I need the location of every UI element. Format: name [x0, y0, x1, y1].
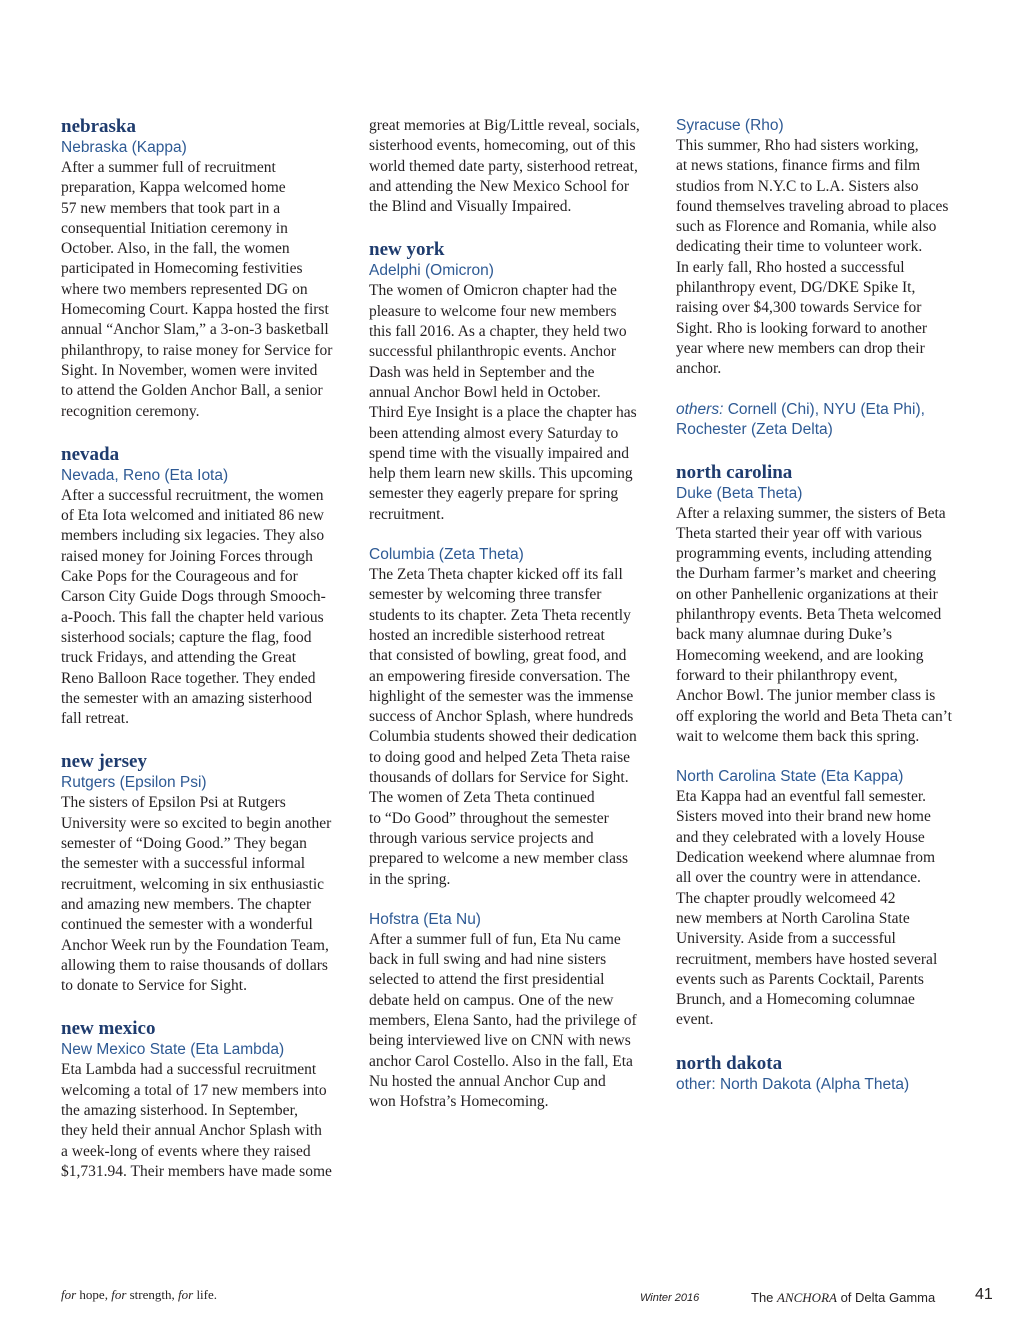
text-line: found themselves traveling abroad to places [676, 197, 949, 215]
text-line: studios from N.Y.C to L.A. Sisters also [676, 177, 919, 195]
others-label: others: [676, 400, 724, 418]
text-line: Sight. Rho is looking forward to another [676, 319, 927, 337]
text-line: and amazing new members. The chapter [61, 895, 312, 913]
section-new-york [369, 239, 659, 1112]
text-line: philanthropy event, DG/DKE Spike It, [676, 279, 916, 297]
text-line: being interviewed live on CNN with news [369, 1032, 631, 1050]
text-line: members, Elena Santo, had the privilege of [369, 1011, 637, 1029]
text-line: Brunch, and a Homecoming columnae [676, 991, 915, 1009]
text-line: highlight of the semester was the immense [369, 687, 634, 705]
text-line: preparation, Kappa welcomed home [61, 179, 286, 197]
text-line: a-Pooch. This fall the chapter held various [61, 608, 324, 626]
motto [61, 1287, 217, 1303]
text-line: debate held on campus. One of the new [369, 991, 614, 1009]
chapter-name: Duke (Beta Theta) [676, 484, 803, 502]
text-line: members including six legacies. They also [61, 527, 325, 545]
text-line: prepared to welcome a new member class [369, 850, 629, 868]
text-line: In early fall, Rho hosted a successful [676, 258, 905, 276]
text-line: The women of Omicron chapter had the [369, 282, 617, 300]
text-line: students to its chapter. Zeta Theta recently [369, 606, 631, 624]
text-line: annual “Anchor Slam,” a 3-on-3 basketball [61, 321, 329, 339]
text-line: dedicating their time to volunteer work. [676, 238, 923, 256]
state-heading: north carolina [676, 461, 793, 483]
state-heading: nebraska [61, 116, 136, 137]
text-line: consequential Initiation ceremony in [61, 219, 288, 237]
text-line: thousands of dollars for Service for Sight. [369, 769, 629, 787]
text-line: After a summer full of fun, Eta Nu came [369, 930, 621, 948]
text-line: $1,731.94. Their members have made some [61, 1162, 332, 1180]
text-line: Nu hosted the annual Anchor Cup and [369, 1072, 606, 1090]
chapter-report [369, 281, 659, 525]
text-line: Cake Pops for the Courageous and for [61, 568, 298, 586]
text-line: events such as Parents Cocktail, Parents [676, 970, 924, 988]
chapter-report [676, 136, 968, 380]
text-line: After a successful recruitment, the women [61, 486, 324, 504]
text-line: philanthropy, to raise money for Service for [61, 341, 333, 359]
text-line: where two members represented DG on [61, 280, 308, 298]
text-line: 57 new members that took part in a [61, 199, 281, 217]
motto-for-2: for [111, 1287, 127, 1302]
text-line: Third Eye Insight is a place the chapter has [369, 404, 637, 422]
text-line: they held their annual Anchor Splash with [61, 1122, 322, 1140]
magazine-anchora: ANCHORA [777, 1290, 837, 1305]
section-new-mexico-continued [369, 116, 659, 217]
text-line: the amazing sisterhood. In September, [61, 1101, 298, 1119]
text-line: October. Also, in the fall, the women [61, 240, 290, 258]
text-line: the Durham farmer’s market and cheering [676, 565, 937, 583]
text-line: This summer, Rho had sisters working, [676, 137, 919, 154]
text-line: this fall 2016. As a chapter, they held two [369, 323, 627, 341]
section-north-carolina [676, 462, 968, 1031]
text-line: University were so excited to begin another [61, 814, 332, 832]
column-right [676, 116, 968, 1095]
text-line: participated in Homecoming festivities [61, 260, 303, 278]
text-line: success of Anchor Splash, where hundreds [369, 708, 634, 726]
others-line-2: Rochester (Zeta Delta) [676, 420, 833, 438]
chapter-report [61, 1060, 353, 1182]
text-line: Homecoming weekend, and are looking [676, 646, 924, 664]
motto-hope: hope, [76, 1287, 112, 1302]
text-line: successful philanthropic events. Anchor [369, 343, 617, 361]
chapter-name: Adelphi (Omicron) [369, 262, 494, 280]
text-line: to attend the Golden Anchor Ball, a senior [61, 382, 323, 400]
text-line: and they celebrated with a lovely House [676, 828, 925, 846]
text-line: recognition ceremony. [61, 402, 200, 420]
text-line: Carson City Guide Dogs through Smooch- [61, 588, 326, 606]
text-line: recruitment, welcoming in six enthusiastic [61, 875, 325, 893]
text-line: back many alumnae during Duke’s [676, 626, 893, 644]
text-line: Sight. In November, women were invited [61, 361, 318, 379]
text-line: Dash was held in September and the [369, 363, 595, 381]
chapter-name: Hofstra (Eta Nu) [369, 910, 481, 928]
text-line: anchor Carol Costello. Also in the fall, Eta [369, 1052, 633, 1070]
chapter-report [676, 787, 968, 1031]
text-line: Columbia students showed their dedication [369, 728, 637, 746]
text-line: event. [676, 1011, 714, 1029]
text-line: Sisters moved into their brand new home [676, 808, 931, 826]
chapter-name: Nebraska (Kappa) [61, 139, 187, 156]
text-line: Anchor Bowl. The junior member class is [676, 687, 936, 705]
magazine-rest: of Delta Gamma [836, 1290, 936, 1305]
text-line: wait to welcome them back this spring. [676, 727, 920, 745]
text-line: year where new members can drop their [676, 339, 925, 357]
state-heading: nevada [61, 443, 120, 465]
text-line: help them learn new skills. This upcoming [369, 465, 633, 483]
chapter-report [369, 565, 659, 890]
text-line: the semester with a successful informal [61, 855, 306, 873]
section-nebraska [61, 116, 353, 422]
text-line: After a relaxing summer, the sisters of Beta [676, 504, 946, 522]
text-line: truck Fridays, and attending the Great [61, 649, 297, 667]
text-line: anchor. [676, 360, 722, 378]
text-line: the semester with an amazing sisterhood [61, 689, 312, 707]
column-middle [369, 116, 659, 1112]
chapter-name: Columbia (Zeta Theta) [369, 546, 524, 564]
text-line: been attending almost every Saturday to [369, 424, 619, 442]
text-line: Eta Kappa had an eventful fall semester. [676, 788, 927, 806]
text-line: semester of “Doing Good.” They began [61, 835, 307, 853]
text-line: recruitment. [369, 505, 445, 523]
text-line: a week-long of events where they raised [61, 1142, 311, 1160]
chapter-name: New Mexico State (Eta Lambda) [61, 1041, 285, 1059]
magazine-title [751, 1290, 935, 1306]
text-line: to donate to Service for Sight. [61, 977, 247, 995]
chapter-name: Syracuse (Rho) [676, 117, 784, 134]
text-line: The Zeta Theta chapter kicked off its fall [369, 566, 623, 584]
other-chapters [676, 400, 968, 440]
text-line: raised money for Joining Forces through [61, 547, 313, 565]
section-nevada [61, 444, 353, 730]
text-line: University. Aside from a successful [676, 930, 896, 948]
text-line: to “Do Good” throughout the semester [369, 809, 609, 827]
text-line: Theta started their year off with various [676, 524, 922, 542]
text-line: of Eta Iota welcomed and initiated 86 new [61, 507, 324, 525]
text-line: at news stations, finance firms and film [676, 157, 921, 175]
chapter-name: Rutgers (Epsilon Psi) [61, 774, 207, 792]
state-heading: new york [369, 239, 445, 261]
state-heading: new jersey [61, 751, 147, 773]
text-line: recruitment, members have hosted several [676, 950, 938, 968]
section-north-dakota [676, 1053, 968, 1095]
text-line: Reno Balloon Race together. They ended [61, 669, 316, 687]
text-line: great memories at Big/Little reveal, socials, [369, 117, 640, 134]
text-line: all over the country were in attendance. [676, 869, 921, 887]
issue-season: Winter 2016 [640, 1292, 700, 1304]
text-line: forward to their philanthropy event, [676, 666, 898, 684]
text-line: programming events, including attending [676, 545, 932, 563]
text-line: selected to attend the first presidential [369, 971, 605, 989]
text-line: welcoming a total of 17 new members into [61, 1081, 327, 1099]
text-line: and attending the New Mexico School for [369, 177, 629, 195]
text-line: through various service projects and [369, 829, 594, 847]
page-number: 41 [975, 1286, 993, 1303]
column-left [61, 116, 353, 1182]
text-line: to doing good and helped Zeta Theta raise [369, 748, 630, 766]
text-line: raising over $4,300 towards Service for [676, 299, 922, 317]
state-heading: new mexico [61, 1018, 156, 1040]
text-line: Anchor Week run by the Foundation Team, [61, 936, 329, 954]
text-line: back in full swing and had nine sisters [369, 951, 607, 969]
text-line: After a summer full of recruitment [61, 159, 276, 176]
text-line: The chapter proudly welcomeed 42 [676, 889, 896, 907]
text-line: such as Florence and Romania, while also [676, 218, 937, 236]
text-line: The women of Zeta Theta continued [369, 789, 595, 807]
text-line: hosted an incredible sisterhood retreat [369, 626, 605, 644]
text-line: Homecoming Court. Kappa hosted the first [61, 301, 329, 319]
text-line: semester they eagerly prepare for spring [369, 485, 619, 503]
section-new-york-continued [676, 116, 968, 440]
section-new-mexico [61, 1018, 353, 1182]
motto-for-3: for [178, 1287, 194, 1302]
text-line: continued the semester with a wonderful [61, 916, 313, 934]
text-line: Eta Lambda had a successful recruitment [61, 1061, 317, 1079]
text-line: an empowering fireside conversation. The [369, 667, 630, 685]
text-line: off exploring the world and Beta Theta can’t [676, 707, 952, 725]
text-line: won Hofstra’s Homecoming. [369, 1093, 549, 1111]
others-line-1: Cornell (Chi), NYU (Eta Phi), [727, 400, 925, 418]
chapter-report [61, 158, 353, 422]
text-line: The sisters of Epsilon Psi at Rutgers [61, 794, 286, 812]
state-heading: north dakota [676, 1052, 783, 1074]
text-line: sisterhood socials; capture the flag, food [61, 628, 312, 646]
magazine-the: The [751, 1290, 778, 1305]
text-line: semester by welcoming three transfer [369, 586, 602, 604]
chapter-report [61, 486, 353, 730]
text-line: Dedication weekend where alumnae from [676, 849, 936, 867]
text-line: in the spring. [369, 870, 451, 888]
text-line: fall retreat. [61, 710, 129, 728]
text-line: philanthropy events. Beta Theta welcomed [676, 606, 942, 624]
chapter-report [61, 793, 353, 996]
section-new-jersey [61, 751, 353, 996]
motto-life: life. [193, 1287, 218, 1302]
chapter-name: Nevada, Reno (Eta Iota) [61, 466, 229, 484]
text-line: new members at North Carolina State [676, 909, 910, 927]
text-line: that consisted of bowling, great food, and [369, 647, 627, 665]
chapter-report [369, 930, 659, 1113]
text-line: spend time with the visually impaired and [369, 444, 630, 462]
text-line: world themed date party, sisterhood retreat, [369, 157, 638, 175]
motto-strength: strength, [126, 1287, 179, 1302]
text-line: pleasure to welcome four new members [369, 302, 617, 320]
chapter-report [676, 504, 968, 748]
motto-for-1: for [61, 1287, 77, 1302]
text-line: annual Anchor Bowl held in October. [369, 383, 601, 401]
chapter-name: other: North Dakota (Alpha Theta) [676, 1075, 910, 1093]
text-line: the Blind and Visually Impaired. [369, 198, 572, 216]
chapter-report [369, 116, 659, 217]
text-line: sisterhood events, homecoming, out of this [369, 137, 636, 155]
text-line: on other Panhellenic organizations at their [676, 585, 938, 603]
text-line: allowing them to raise thousands of dollars [61, 956, 328, 974]
chapter-name: North Carolina State (Eta Kappa) [676, 768, 904, 786]
